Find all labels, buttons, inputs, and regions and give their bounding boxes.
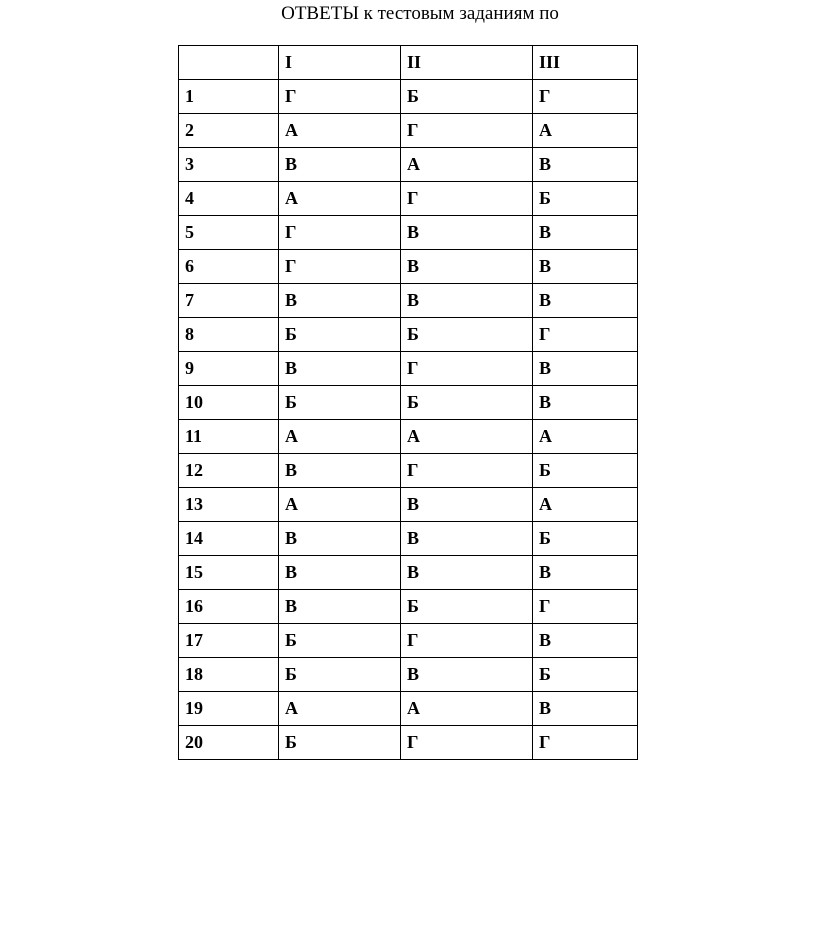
question-number-cell: 15 <box>179 556 279 590</box>
answer-cell-variant-1: А <box>279 182 401 216</box>
answer-cell-variant-1: Б <box>279 318 401 352</box>
answer-cell-variant-3: Г <box>533 80 638 114</box>
header-cell-variant-3: III <box>533 46 638 80</box>
answer-cell-variant-2: Г <box>401 624 533 658</box>
answer-cell-variant-3: В <box>533 148 638 182</box>
answer-cell-variant-3: В <box>533 692 638 726</box>
table-row <box>179 726 638 760</box>
answer-cell-variant-1: Г <box>279 80 401 114</box>
answer-cell-variant-3: Б <box>533 522 638 556</box>
answer-cell-variant-3: А <box>533 114 638 148</box>
table-row <box>179 454 638 488</box>
question-number-cell: 11 <box>179 420 279 454</box>
table-row <box>179 420 638 454</box>
answer-cell-variant-3: Б <box>533 658 638 692</box>
question-number-cell: 20 <box>179 726 279 760</box>
question-number-cell: 19 <box>179 692 279 726</box>
answer-cell-variant-3: В <box>533 284 638 318</box>
table-row <box>179 692 638 726</box>
answer-cell-variant-1: Г <box>279 216 401 250</box>
answer-cell-variant-1: Г <box>279 250 401 284</box>
answer-cell-variant-1: В <box>279 590 401 624</box>
answer-cell-variant-3: В <box>533 250 638 284</box>
table-row <box>179 352 638 386</box>
answer-cell-variant-1: А <box>279 114 401 148</box>
table-row <box>179 182 638 216</box>
answer-cell-variant-1: Б <box>279 726 401 760</box>
table-row <box>179 148 638 182</box>
answer-cell-variant-2: Г <box>401 454 533 488</box>
question-number-cell: 7 <box>179 284 279 318</box>
question-number-cell: 1 <box>179 80 279 114</box>
question-number-cell: 18 <box>179 658 279 692</box>
question-number-cell: 10 <box>179 386 279 420</box>
header-cell-variant-1: I <box>279 46 401 80</box>
question-number-cell: 12 <box>179 454 279 488</box>
header-cell-question <box>179 46 279 80</box>
table-row <box>179 522 638 556</box>
document-title: ОТВЕТЫ к тестовым заданиям по <box>281 3 559 24</box>
header-cell-variant-2: II <box>401 46 533 80</box>
answer-cell-variant-2: Б <box>401 590 533 624</box>
table-row <box>179 590 638 624</box>
answer-cell-variant-1: А <box>279 488 401 522</box>
table-row <box>179 114 638 148</box>
answer-cell-variant-2: Б <box>401 386 533 420</box>
answers-table-body <box>179 80 638 760</box>
answer-cell-variant-2: В <box>401 284 533 318</box>
question-number-cell: 2 <box>179 114 279 148</box>
question-number-cell: 5 <box>179 216 279 250</box>
answer-cell-variant-2: Г <box>401 182 533 216</box>
answer-cell-variant-1: В <box>279 352 401 386</box>
answer-cell-variant-1: Б <box>279 386 401 420</box>
answer-cell-variant-3: Г <box>533 726 638 760</box>
answers-table <box>178 45 638 760</box>
question-number-cell: 9 <box>179 352 279 386</box>
answer-cell-variant-2: В <box>401 522 533 556</box>
answer-cell-variant-1: Б <box>279 624 401 658</box>
question-number-cell: 4 <box>179 182 279 216</box>
answer-cell-variant-2: Г <box>401 726 533 760</box>
question-number-cell: 3 <box>179 148 279 182</box>
table-row <box>179 488 638 522</box>
answer-cell-variant-1: В <box>279 522 401 556</box>
table-row <box>179 318 638 352</box>
answer-cell-variant-3: В <box>533 556 638 590</box>
answer-cell-variant-3: В <box>533 352 638 386</box>
answer-cell-variant-2: В <box>401 658 533 692</box>
answer-cell-variant-2: В <box>401 556 533 590</box>
answer-cell-variant-3: В <box>533 624 638 658</box>
answer-cell-variant-1: В <box>279 148 401 182</box>
answer-cell-variant-3: Б <box>533 454 638 488</box>
table-row <box>179 658 638 692</box>
answer-cell-variant-2: В <box>401 216 533 250</box>
question-number-cell: 16 <box>179 590 279 624</box>
answer-cell-variant-2: Г <box>401 114 533 148</box>
table-row <box>179 250 638 284</box>
answer-cell-variant-1: А <box>279 692 401 726</box>
answer-cell-variant-1: Б <box>279 658 401 692</box>
table-row <box>179 80 638 114</box>
question-number-cell: 17 <box>179 624 279 658</box>
answer-cell-variant-2: В <box>401 488 533 522</box>
answer-cell-variant-3: А <box>533 488 638 522</box>
answer-cell-variant-3: А <box>533 420 638 454</box>
answer-cell-variant-2: В <box>401 250 533 284</box>
table-row <box>179 216 638 250</box>
table-header-row <box>179 46 638 80</box>
table-row <box>179 624 638 658</box>
table-row <box>179 386 638 420</box>
answer-cell-variant-2: А <box>401 148 533 182</box>
answer-cell-variant-3: В <box>533 216 638 250</box>
answer-cell-variant-3: Г <box>533 590 638 624</box>
table-row <box>179 556 638 590</box>
answer-cell-variant-2: Г <box>401 352 533 386</box>
question-number-cell: 6 <box>179 250 279 284</box>
answer-cell-variant-3: В <box>533 386 638 420</box>
answer-cell-variant-1: В <box>279 556 401 590</box>
question-number-cell: 8 <box>179 318 279 352</box>
answer-cell-variant-3: Б <box>533 182 638 216</box>
answer-cell-variant-2: Б <box>401 318 533 352</box>
table-row <box>179 284 638 318</box>
answer-cell-variant-2: А <box>401 420 533 454</box>
question-number-cell: 13 <box>179 488 279 522</box>
answer-cell-variant-1: А <box>279 420 401 454</box>
answer-cell-variant-2: Б <box>401 80 533 114</box>
answer-cell-variant-2: А <box>401 692 533 726</box>
question-number-cell: 14 <box>179 522 279 556</box>
answer-cell-variant-3: Г <box>533 318 638 352</box>
answer-cell-variant-1: В <box>279 284 401 318</box>
answer-cell-variant-1: В <box>279 454 401 488</box>
